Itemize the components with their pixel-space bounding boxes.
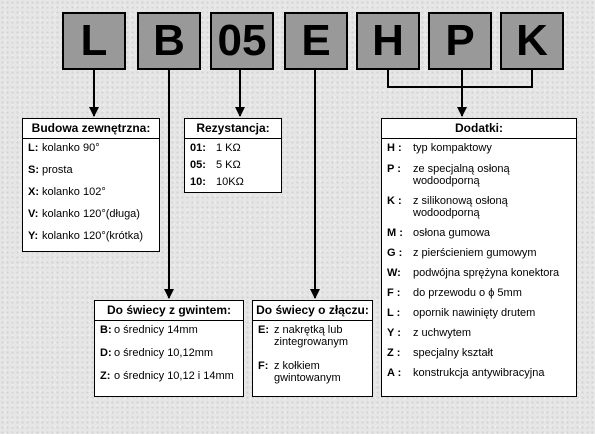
list-item: D: o średnicy 10,12mm bbox=[100, 347, 214, 359]
list-item: S: prosta bbox=[28, 164, 73, 176]
code-letter-b: B bbox=[137, 12, 201, 70]
box-title: Do świecy o złączu: bbox=[253, 301, 372, 321]
box-title: Budowa zewnętrzna: bbox=[23, 119, 159, 139]
code-letter-l: L bbox=[62, 12, 126, 70]
list-item: G : z pierścieniem gumowym bbox=[387, 247, 537, 259]
list-item: F : do przewodu o ϕ 5mm bbox=[387, 287, 522, 299]
box-title: Do świecy z gwintem: bbox=[95, 301, 243, 321]
list-item: L: kolanko 90° bbox=[28, 142, 100, 154]
list-item: X: kolanko 102° bbox=[28, 186, 106, 198]
list-item: F: z kołkiem gwintowanym bbox=[258, 360, 341, 384]
bracket-hpk bbox=[388, 70, 532, 87]
list-item: H : typ kompaktowy bbox=[387, 142, 492, 154]
code-letter-p: P bbox=[428, 12, 492, 70]
box-do-swiecy-o-zlaczu bbox=[252, 300, 373, 397]
box-rezystancja bbox=[184, 118, 282, 193]
list-item: Z : specjalny kształt bbox=[387, 347, 494, 359]
code-digits-05: 05 bbox=[210, 12, 274, 70]
list-item: K : z silikonową osłoną wodoodporną bbox=[387, 195, 508, 219]
code-letter-e: E bbox=[284, 12, 348, 70]
list-item: W: podwójna sprężyna konektora bbox=[387, 267, 560, 279]
list-item: Z: o średnicy 10,12 i 14mm bbox=[100, 370, 234, 382]
box-do-swiecy-z-gwintem bbox=[94, 300, 244, 397]
list-item: B: o średnicy 14mm bbox=[100, 324, 198, 336]
list-item: 05: 5 KΩ bbox=[190, 159, 241, 171]
list-item: P : ze specjalną osłoną wodoodporną bbox=[387, 163, 510, 187]
list-item: Y: kolanko 120°(krótka) bbox=[28, 230, 144, 242]
list-item: 01: 1 KΩ bbox=[190, 142, 241, 154]
box-title: Rezystancja: bbox=[185, 119, 281, 139]
list-item: Y : z uchwytem bbox=[387, 327, 472, 339]
code-letter-h: H bbox=[356, 12, 420, 70]
box-dodatki bbox=[381, 118, 577, 397]
list-item: V: kolanko 120°(długa) bbox=[28, 208, 140, 220]
list-item: E: z nakrętką lub zintegrowanym bbox=[258, 324, 348, 348]
list-item: A : konstrukcja antywibracyjna bbox=[387, 367, 545, 379]
box-budowa-zewnetrzna bbox=[22, 118, 160, 252]
list-item: 10: 10KΩ bbox=[190, 176, 244, 188]
list-item: L : opornik nawinięty drutem bbox=[387, 307, 536, 319]
box-title: Dodatki: bbox=[382, 119, 576, 139]
list-item: M : osłona gumowa bbox=[387, 227, 491, 239]
code-letter-k: K bbox=[500, 12, 564, 70]
